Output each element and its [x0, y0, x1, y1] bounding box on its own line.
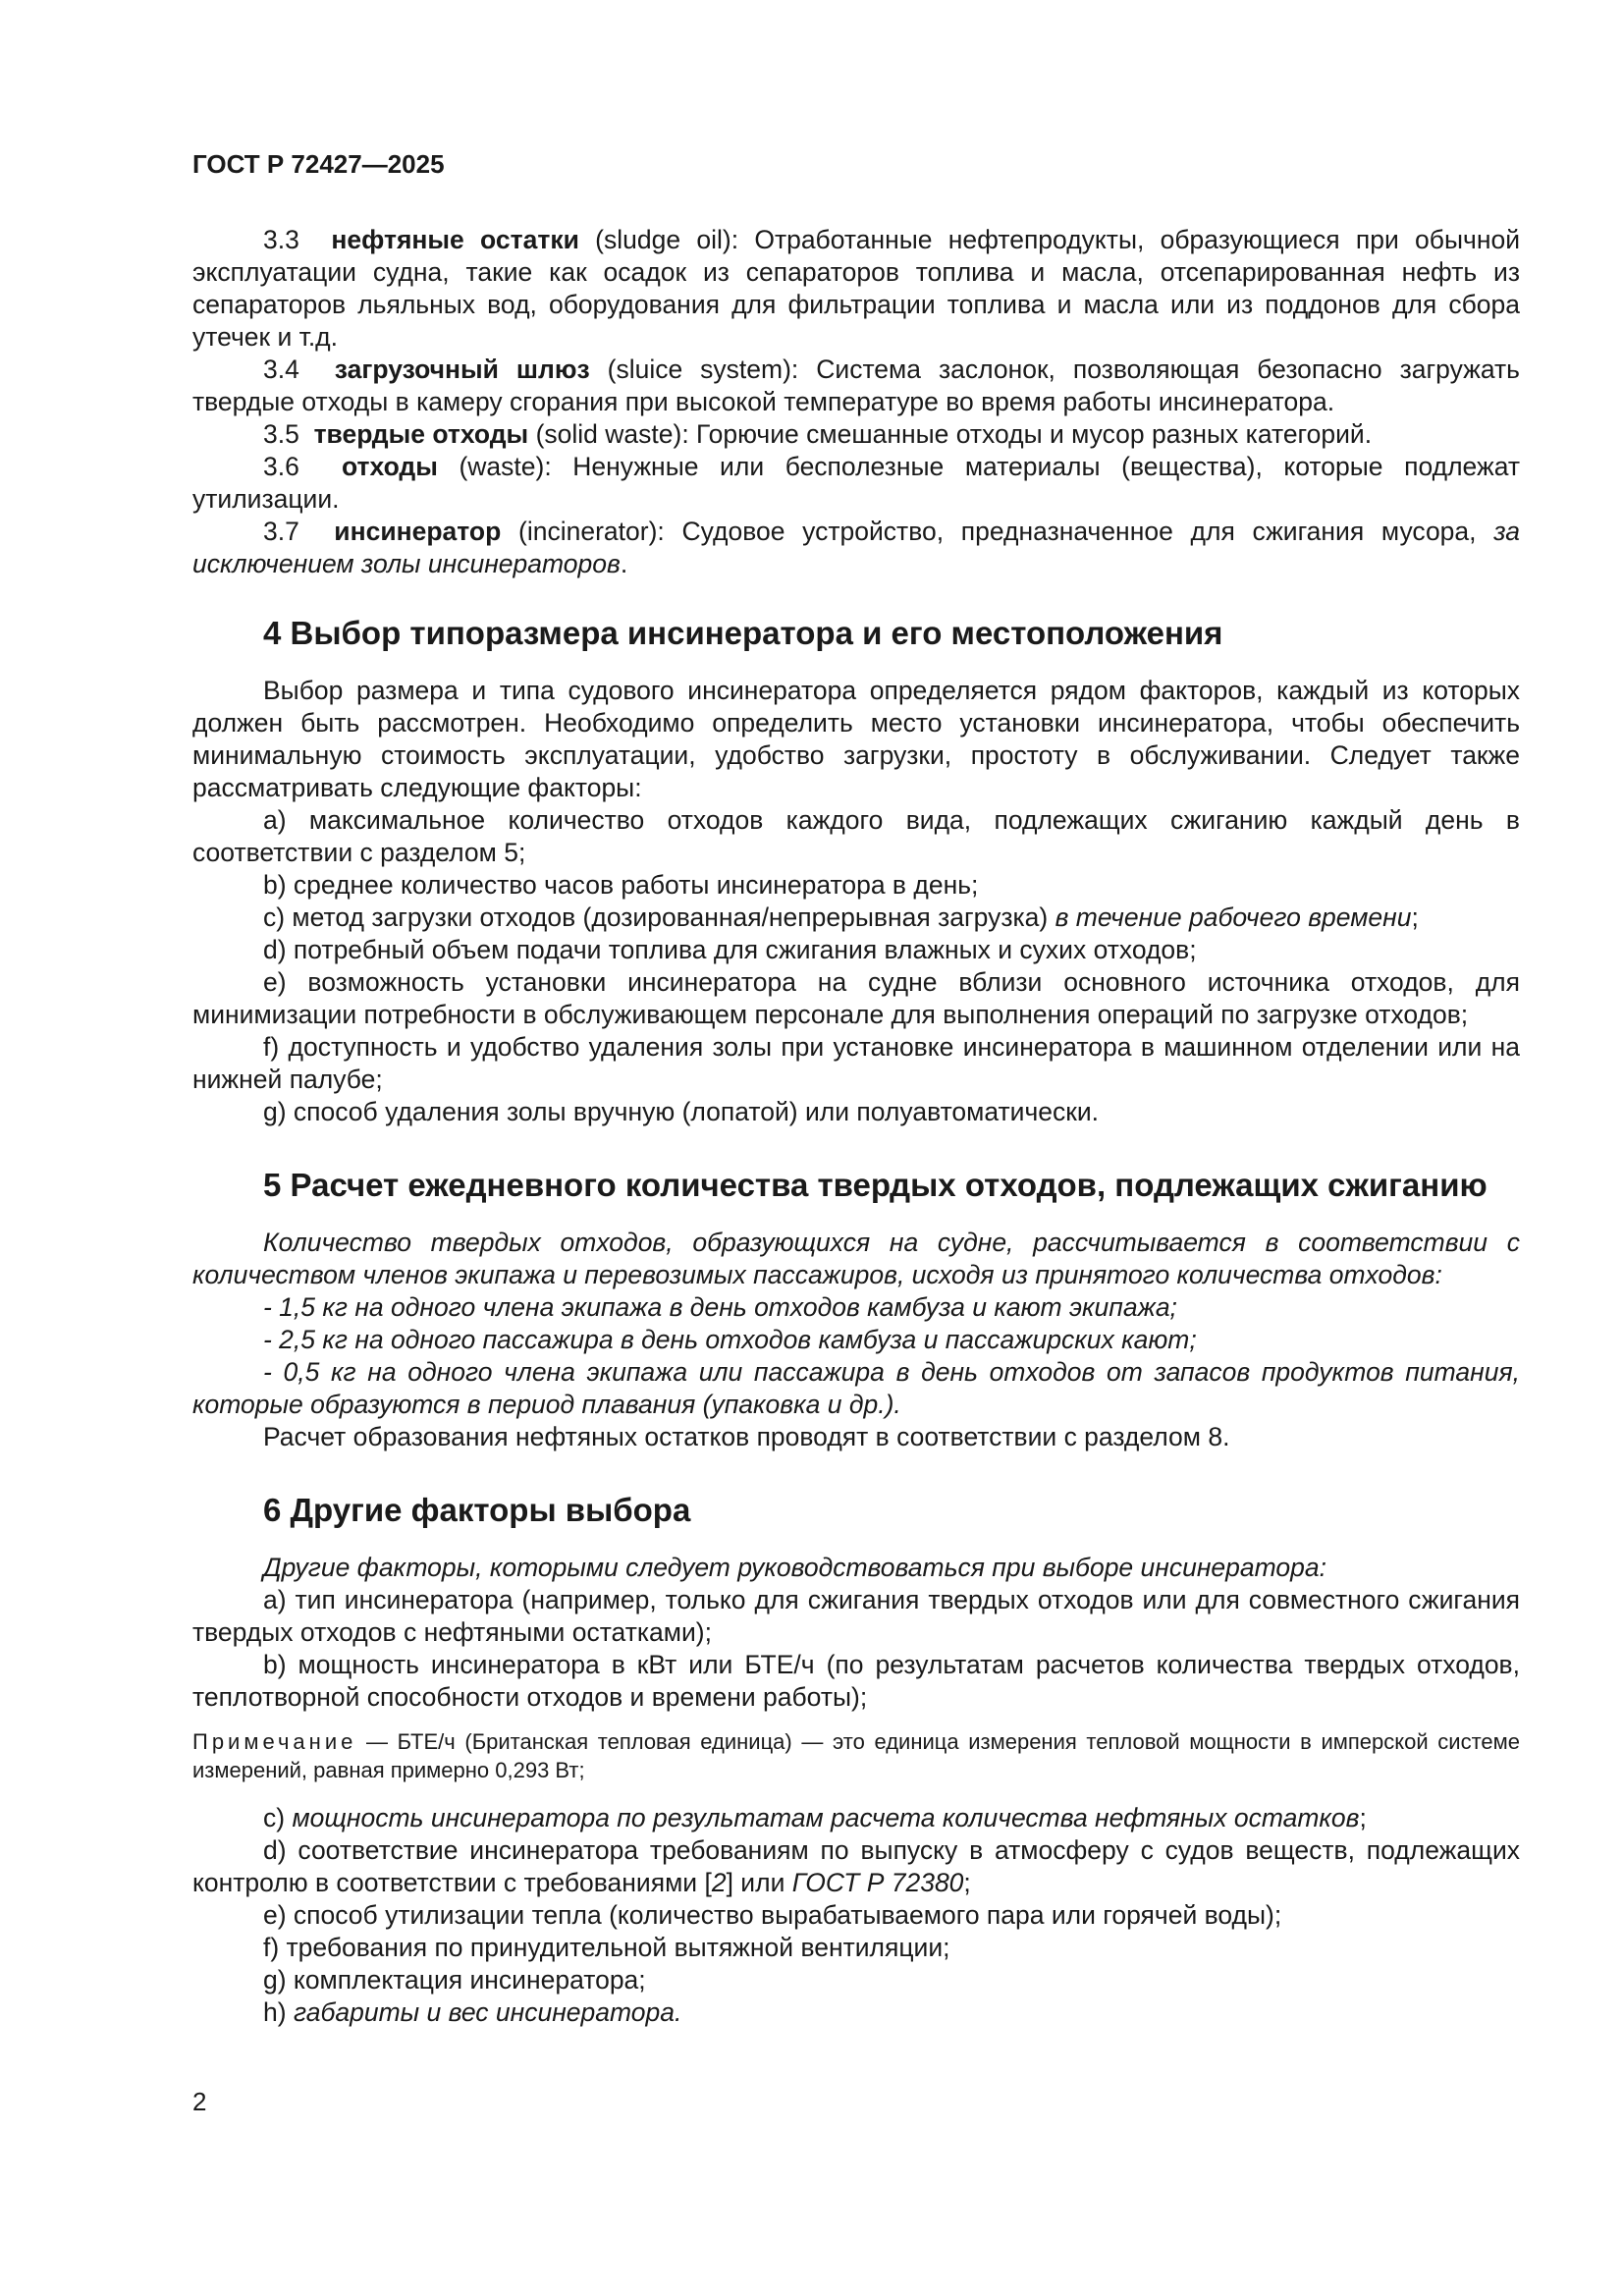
term-3-5: [192, 418, 1520, 451]
section-6-item-e: e) способ утилизации тепла (количество вырабатываемого пара или горячей воды);: [263, 1900, 1282, 1930]
term-name: твердые отходы: [313, 419, 529, 449]
item-text-italic: мощность инсинератора по результатам расчета количества нефтяных остатков: [292, 1803, 1360, 1832]
term-3-7: [192, 516, 1520, 580]
item-text-italic: габариты и вес инсинератора.: [293, 1997, 682, 2027]
term-english: (incinerator): [518, 517, 658, 546]
term-number: 3.6: [263, 452, 299, 481]
term-english: (sluice system): [607, 355, 791, 384]
section-5-heading: 5 Расчет ежедневного количества твердых отходов, подлежащих сжиганию: [263, 1167, 1488, 1203]
section-6-item-g: g) комплектация инсинератора;: [263, 1965, 646, 1995]
term-definition: : Судовое устройство, предназначенное для сжигания мусора,: [657, 517, 1494, 546]
section-5-intro: [192, 1227, 1520, 1291]
section-6-item-d: [192, 1834, 1520, 1899]
section-5-list-item-1: [192, 1291, 1520, 1324]
list-text-italic: - 1,5 кг на одного члена экипажа в день отходов камбуза и кают экипажа;: [263, 1292, 1177, 1322]
section-5-last: Расчет образования нефтяных остатков проводят в соответствии с разделом 8.: [263, 1422, 1230, 1451]
term-english: (sludge oil): [595, 225, 731, 254]
document-code-header: ГОСТ Р 72427—2025: [192, 149, 445, 179]
section-4-item-d: d) потребный объем подачи топлива для сжигания влажных и сухих отходов;: [263, 935, 1197, 964]
item-text: c): [263, 1803, 293, 1832]
term-number: 3.3: [263, 225, 299, 254]
term-name: инсинератор: [334, 517, 502, 546]
section-5-list-item-2: [192, 1324, 1520, 1356]
section-6-item-f: f) требования по принудительной вытяжной вентиляции;: [263, 1933, 950, 1962]
term-3-6: [192, 451, 1520, 516]
item-end: ;: [1359, 1803, 1367, 1832]
term-number: 3.4: [263, 355, 299, 384]
note: [192, 1727, 1520, 1784]
section-6-item-c: [192, 1802, 1520, 1834]
term-3-3: [192, 224, 1520, 354]
note-label: Примечание: [192, 1729, 357, 1754]
term-definition-italic: за исключением золы инсинераторов: [192, 517, 1520, 578]
term-english: (solid waste): [535, 419, 682, 449]
item-end: ;: [1411, 902, 1419, 932]
item-text: d) соответствие инсинератора требованиям по выпуску в атмосферу с судов веществ, подлежащих контролю в соответствии с требованиями [: [192, 1835, 1520, 1897]
term-definition: : Система заслонок, позволяющая безопасно загружать твердые отходы в камеру сгорания при высокой температуре во время работы инсинератора.: [192, 355, 1520, 416]
section-6-item-b: b) мощность инсинератора в кВт или БТЕ/ч (по результатам расчетов количества твердых отходов, теплотворной способности отходов и времени работы);: [192, 1650, 1520, 1712]
section-6-item-a: a) тип инсинератора (например, только для сжигания твердых отходов или для совместного сжигания твердых отходов с нефтяными остатками);: [192, 1585, 1520, 1647]
term-3-4: [192, 354, 1520, 418]
section-4-item-c: [192, 902, 1520, 934]
section-6-item-h: [192, 1996, 1520, 2029]
item-text: h): [263, 1997, 294, 2027]
section-4-item-a: a) максимальное количество отходов каждого вида, подлежащих сжиганию каждый день в соответствии с разделом 5;: [192, 805, 1520, 867]
section-4-item-e: e) возможность установки инсинератора на судне вблизи основного источника отходов, для минимизации потребности в обслуживающем персонале для выполнения операций по загрузке отходов;: [192, 967, 1520, 1029]
term-name: отходы: [342, 452, 438, 481]
term-number: 3.7: [263, 517, 299, 546]
section-4-heading: 4 Выбор типоразмера инсинератора и его местоположения: [263, 615, 1223, 651]
term-name: загрузочный шлюз: [334, 355, 590, 384]
term-name: нефтяные остатки: [331, 225, 579, 254]
list-text-italic: - 0,5 кг на одного члена экипажа или пассажира в день отходов от запасов продуктов питания, которые образуются в период плавания (упаковка и др.).: [192, 1357, 1520, 1419]
section-6-heading: 6 Другие факторы выбора: [263, 1492, 691, 1528]
term-english: (waste): [459, 452, 545, 481]
page-number: 2: [192, 2087, 207, 2116]
term-definition: : Отработанные нефтепродукты, образующиеся при обычной эксплуатации судна, такие как осадок из сепараторов топлива и масла, отсепарированная нефть из сепараторов льяльных вод, оборудования для фильтрации топлива и масла или из поддонов для сбора утечек и т.д.: [192, 225, 1521, 352]
note-text: — БТЕ/ч (Британская тепловая единица) — это единица измерения тепловой мощности в имперской системе измерений, равная примерно 0,293 Вт;: [192, 1729, 1520, 1782]
item-text: ] или: [726, 1868, 792, 1897]
document-body: [192, 224, 1520, 2029]
item-text-italic: в течение рабочего времени: [1055, 902, 1412, 932]
section-5-list-item-3: [192, 1356, 1520, 1421]
term-number: 3.5: [263, 419, 299, 449]
section-4-item-b: b) среднее количество часов работы инсинератора в день;: [263, 870, 979, 900]
list-text-italic: - 2,5 кг на одного пассажира в день отходов камбуза и пассажирских кают;: [263, 1325, 1197, 1354]
term-end: .: [620, 549, 628, 578]
reference-number: 2: [711, 1868, 727, 1897]
section-4-intro: Выбор размера и типа судового инсинератора определяется рядом факторов, каждый из которых должен быть рассмотрен. Необходимо определить место установки инсинератора, чтобы обеспечить минимальную стоимость эксплуатации, удобство загрузки, простоту в обслуживании. Следует также рассматривать следующие факторы:: [192, 676, 1520, 802]
section-4-item-g: g) способ удаления золы вручную (лопатой) или полуавтоматически.: [263, 1097, 1100, 1126]
section-4-item-f: f) доступность и удобство удаления золы при установке инсинератора в машинном отделении или на нижней палубе;: [192, 1032, 1520, 1094]
term-definition: : Ненужные или бесполезные материалы (вещества), которые подлежат утилизации.: [192, 452, 1520, 514]
section-6-intro: [192, 1552, 1520, 1584]
intro-italic: Количество твердых отходов, образующихся на судне, рассчитывается в соответствии с количеством членов экипажа и перевозимых пассажиров, исходя из принятого количества отходов:: [192, 1228, 1520, 1289]
item-end: ;: [963, 1868, 971, 1897]
term-definition: : Горючие смешанные отходы и мусор разных категорий.: [681, 419, 1373, 449]
item-text: c) метод загрузки отходов (дозированная/непрерывная загрузка): [263, 902, 1055, 932]
standard-reference: ГОСТ Р 72380: [791, 1868, 964, 1897]
intro-italic: Другие факторы, которыми следует руководствоваться при выборе инсинератора:: [263, 1553, 1326, 1582]
